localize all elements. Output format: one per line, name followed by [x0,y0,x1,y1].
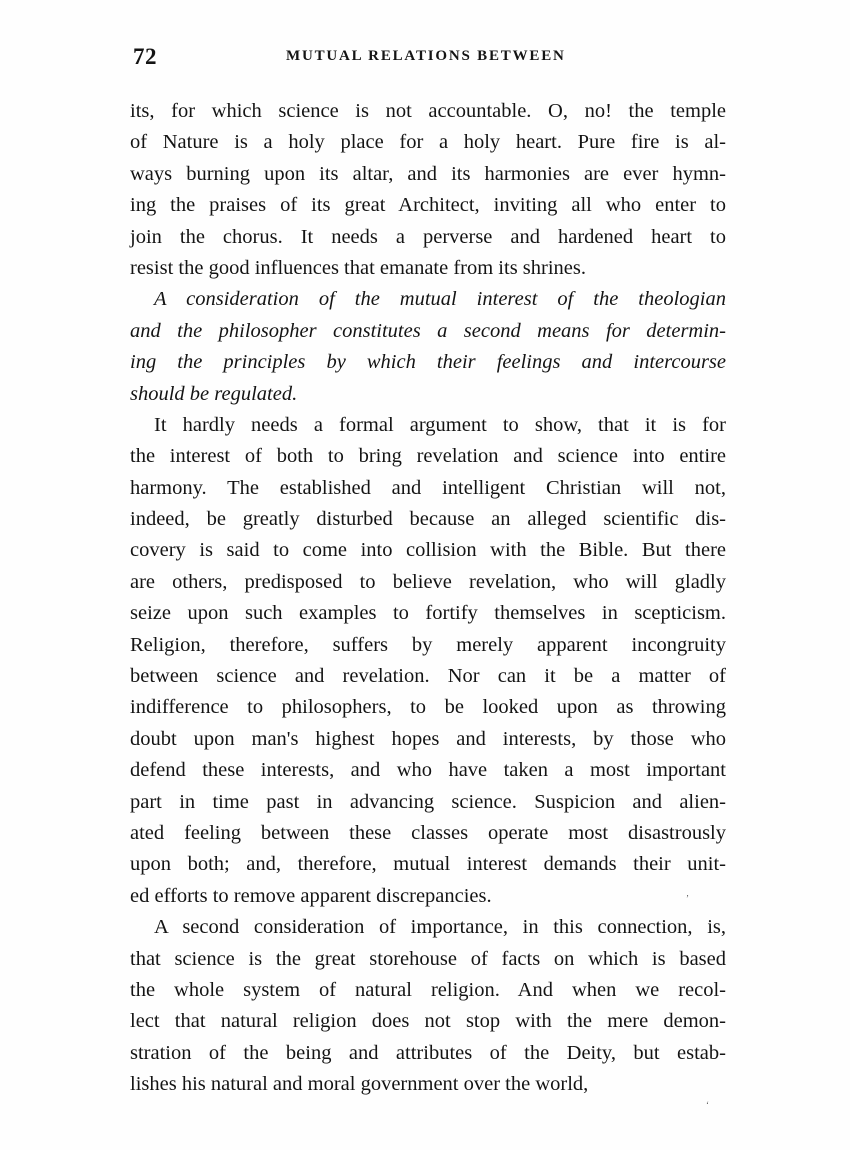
print-speck: ‘ [706,1100,709,1110]
text-line: harmony. The established and intelligent Christian will not, [130,476,726,499]
page-number: 72 [133,44,157,69]
text-line: defend these interests, and who have taken a most important [130,759,726,782]
text-line: indeed, be greatly disturbed because an alleged scientific dis- [130,508,726,531]
italic-paragraph [130,284,726,410]
text-line: lect that natural religion does not stop with the mere demon- [130,1010,726,1033]
text-line: lishes his natural and moral government over the world, [130,1073,589,1096]
text-line: are others, predisposed to believe revelation, who will gladly [130,570,726,593]
paragraph [130,96,726,284]
text-line: stration of the being and attributes of the Deity, but estab- [130,1041,726,1064]
text-line: ing the praises of its great Architect, inviting all who enter to [130,194,726,217]
text-line: It hardly needs a formal argument to show, that it is for [154,413,726,436]
text-line: A consideration of the mutual interest of the theologian [154,288,726,311]
paragraph [130,912,726,1100]
paragraph [130,410,726,912]
text-line: of Nature is a holy place for a holy heart. Pure fire is al- [130,131,726,154]
text-line: upon both; and, therefore, mutual interest demands their unit- [130,853,726,876]
running-head [133,44,725,74]
text-line: ated feeling between these classes operate most disastrously [130,821,726,844]
text-line: the interest of both to bring revelation and science into entire [130,445,726,468]
text-line: its, for which science is not accountable. O, no! the temple [130,100,726,122]
text-line: resist the good influences that emanate from its shrines. [130,256,587,279]
text-line: between science and revelation. Nor can it be a matter of [130,665,726,688]
running-head-title: MUTUAL RELATIONS BETWEEN [286,48,566,64]
text-line: A second consideration of importance, in this connection, is, [154,916,726,939]
text-line: and the philosopher constitutes a second means for determin- [130,319,726,342]
print-speck: ‚ [686,888,689,898]
text-line: Religion, therefore, suffers by merely apparent incongruity [130,633,726,656]
text-line: that science is the great storehouse of facts on which is based [130,947,726,970]
text-line: the whole system of natural religion. And when we recol- [130,978,726,1001]
text-line: part in time past in advancing science. Suspicion and alien- [130,790,726,813]
body-text [130,96,726,1101]
text-line: indifference to philosophers, to be looked upon as throwing [130,696,726,719]
text-line: ways burning upon its altar, and its harmonies are ever hymn- [130,162,726,185]
text-line: join the chorus. It needs a perverse and hardened heart to [130,225,726,248]
text-line: doubt upon man's highest hopes and interests, by those who [130,727,726,750]
text-line: ed efforts to remove apparent discrepancies. [130,884,492,907]
text-line: ing the principles by which their feelings and intercourse [130,351,726,374]
text-line: should be regulated. [130,382,298,405]
text-line: covery is said to come into collision with the Bible. But there [130,539,726,562]
text-line: seize upon such examples to fortify themselves in scepticism. [130,602,726,625]
